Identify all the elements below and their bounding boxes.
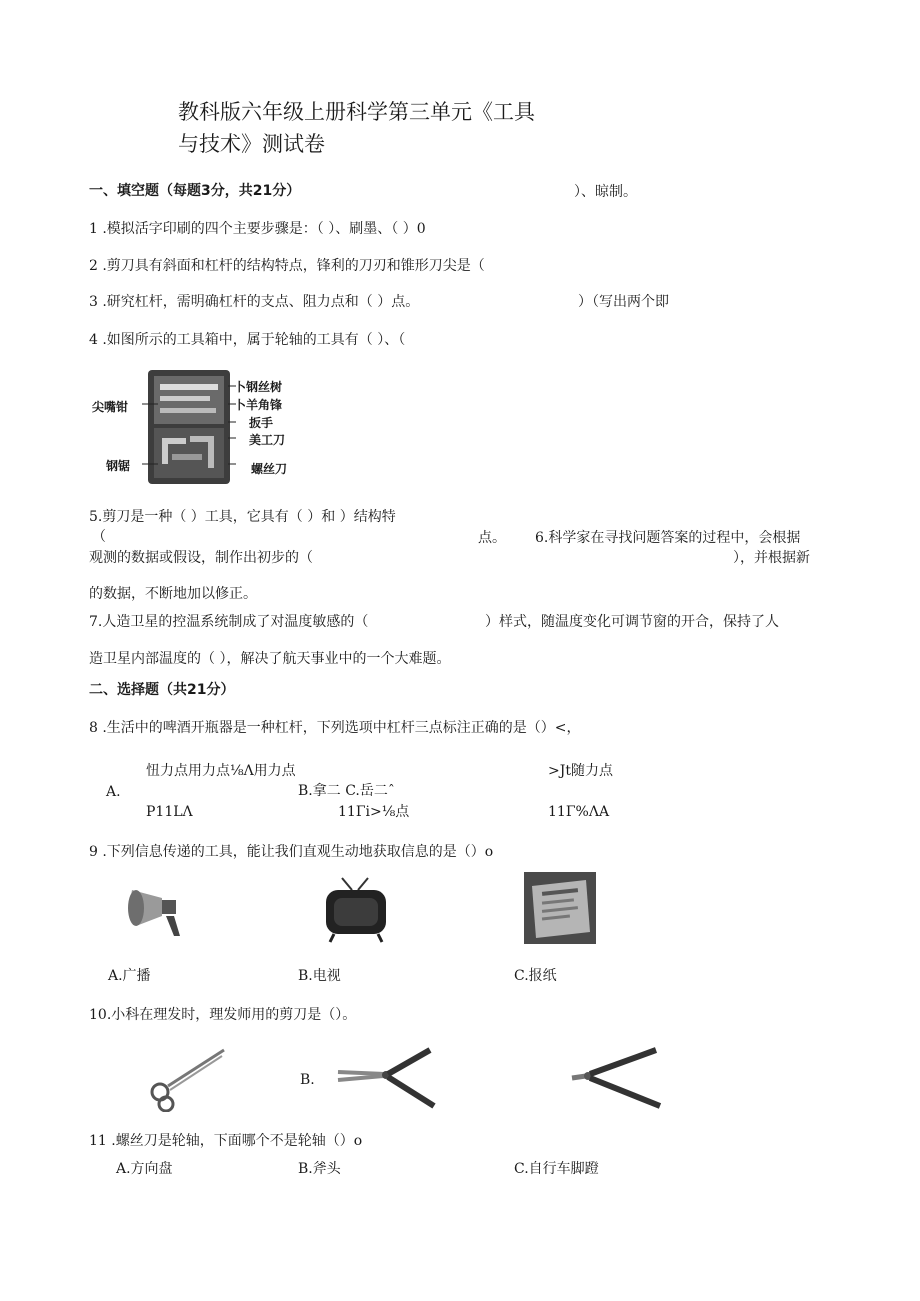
question-10: 10.小科在理发时，理发师用的剪刀是（）。 — [89, 1007, 357, 1023]
question-5: 5.剪刀是一种（ ）工具，它具有（ ）和 ）结构特 — [89, 509, 396, 525]
label-wire-cutter: 卜钢丝树 — [234, 380, 283, 394]
question-7-line1b: ）样式，随温度变化可调节窗的开合，保持了人 — [485, 614, 779, 630]
page-title-line2: 与技术》测试卷 — [178, 132, 325, 156]
q11-option-c: C.自行车脚蹬 — [514, 1161, 599, 1177]
q8-figure-text-c: P11LΛ — [146, 804, 193, 820]
question-5-point: 点。 — [478, 530, 506, 546]
q8-figure-text-a: 忸力点用力点⅛Λ用力点 — [146, 763, 296, 779]
question-8: 8 .生活中的啤酒开瓶器是一种杠杆，下列选项中杠杆三点标注正确的是（）<， — [89, 720, 581, 736]
q8-option-bc: B.拿二 C.岳二ˆ — [298, 783, 395, 799]
q10-option-b: B. — [300, 1072, 315, 1088]
page-title-line1: 教科版六年级上册科学第三单元《工具 — [178, 100, 535, 124]
newspaper-image — [524, 872, 596, 944]
q9-option-a: A.广播 — [108, 968, 151, 984]
q11-option-b: B.斧头 — [298, 1161, 341, 1177]
label-needle-nose-pliers: 尖嘴钳 — [92, 400, 129, 414]
label-utility-knife: 美工刀 — [249, 433, 286, 447]
q9-option-b: B.电视 — [298, 968, 341, 984]
q8-figure-text-d: 11Γi>⅛点 — [338, 804, 410, 820]
question-6-line3: 的数据，不断地加以修正。 — [89, 586, 257, 602]
question-11: 11 .螺丝刀是轮轴，下面哪个不是轮轴（）o — [89, 1133, 363, 1149]
question-9: 9 .下列信息传递的工具，能让我们直观生动地获取信息的是（）o — [89, 844, 494, 860]
question-overflow-text: ）（写出两个即 — [578, 294, 669, 310]
section2-heading: 二、选择题（共21分） — [89, 682, 235, 698]
section1-overflow-text: ）、晾制。 — [574, 184, 637, 200]
label-hacksaw: 钢锯 — [106, 459, 131, 473]
question-7-line2: 造卫星内部温度的（ ），解决了航天事业中的一个大难题。 — [89, 651, 451, 667]
lopper-image — [566, 1046, 666, 1112]
question-6-start: 6.科学家在寻找问题答案的过程中，会根据 — [535, 530, 801, 546]
question-4: 4 .如图所示的工具箱中，属于轮轴的工具有（ ）、（ — [89, 332, 406, 348]
question-3: 3 .研究杠杆，需明确杠杆的支点、阻力点和（ ）点。 — [89, 294, 420, 310]
q8-option-a: A. — [106, 784, 121, 800]
label-screwdriver: 螺丝刀 — [251, 462, 288, 476]
question-5-paren: （ — [92, 529, 106, 545]
hedge-shears-image — [334, 1044, 438, 1114]
q8-figure-text-b: >Jt随力点 — [548, 763, 613, 779]
label-wrench: 扳手 — [249, 416, 274, 430]
label-claw-hammer: 卜羊角锋 — [234, 398, 283, 412]
question-6-line2b: ），并根据新 — [733, 550, 810, 566]
q11-option-a: A.方向盘 — [116, 1161, 173, 1177]
q9-option-c: C.报纸 — [514, 968, 557, 984]
question-7-line1a: 7.人造卫星的控温系统制成了对温度敏感的（ — [89, 614, 369, 630]
q8-figure-text-e: 11Γ%ΛA — [548, 804, 610, 820]
loudspeaker-image — [126, 876, 196, 940]
question-2: 2 .剪刀具有斜面和杠杆的结构特点，锋利的刀刃和锥形刀尖是（ — [89, 258, 485, 274]
television-image — [322, 876, 390, 944]
question-1: 1 .模拟活字印刷的四个主要步骤是：（ ）、刷墨、（ ）0 — [89, 221, 426, 237]
hair-scissors-image — [148, 1046, 228, 1112]
section1-heading: 一、填空题（每题3分，共21分） — [89, 183, 301, 199]
question-6-line2a: 观测的数据或假设，制作出初步的（ — [89, 550, 313, 566]
